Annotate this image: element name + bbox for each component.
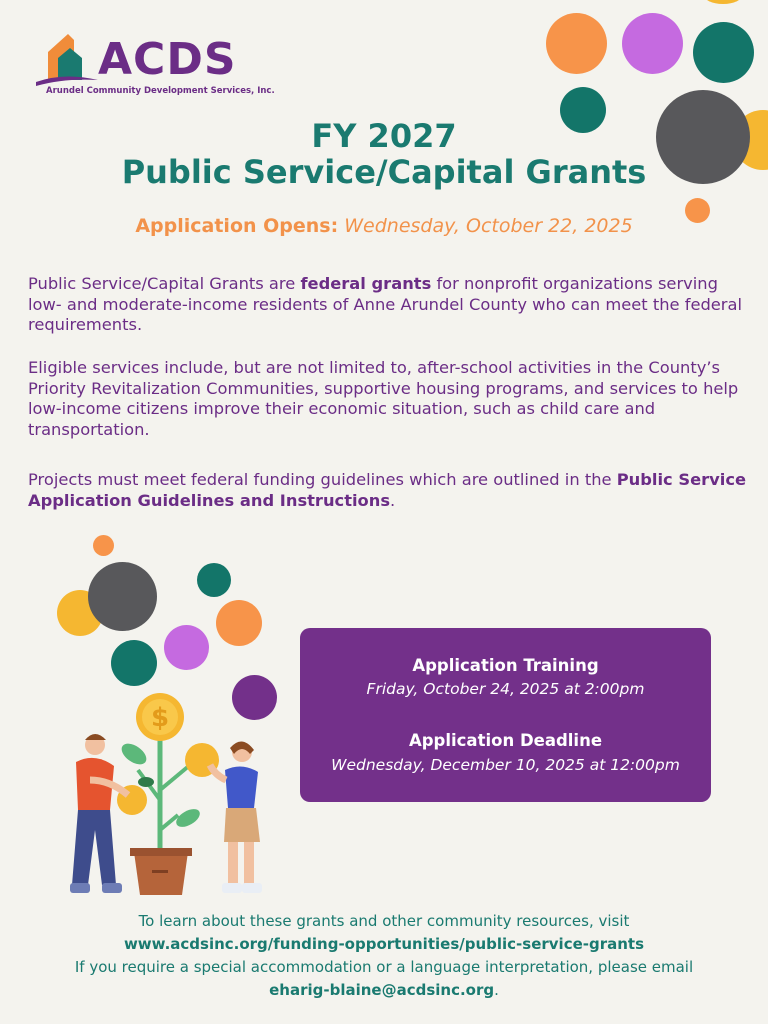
deadline-date: Wednesday, December 10, 2025 at 12:00pm — [331, 756, 680, 774]
guidelines-paragraph — [28, 470, 748, 511]
opens-date: Wednesday, October 22, 2025 — [344, 215, 633, 237]
page-title: Public Service/Capital Grants — [121, 153, 647, 191]
footer-learn-more: To learn about these grants and other community resources, visit — [138, 912, 630, 930]
decor-circle-yellow-top — [703, 0, 743, 4]
dollar-coin-icon: $ — [150, 703, 170, 733]
p1-post: for nonprofit organizations serving low- and moderate-income residents of Anne Arundel County who can meet the federal requirements. — [28, 274, 743, 334]
eligible-paragraph: Eligible services include, but are not limited to, after-school activities in the County’s Priority Revitalization Communities, supportive housing programs, and services to help low-income citizens improve their economic situation, such as child care and transportation. — [28, 358, 739, 439]
logo-subtitle: Arundel Community Development Services, Inc. — [46, 86, 275, 96]
p3-pre: Projects must meet federal funding guidelines which are outlined in the — [28, 470, 617, 489]
p3-post: . — [390, 490, 396, 510]
footer-email-line — [0, 981, 768, 999]
decor-circle-teal — [693, 22, 754, 83]
deadline-label: Application Deadline — [408, 731, 603, 750]
footer-accommodation: If you require a special accommodation or a language interpretation, please email — [74, 958, 694, 976]
money-plant-illustration — [50, 680, 280, 900]
house-logo-icon — [34, 30, 104, 86]
p1-bold: federal grants — [300, 274, 432, 293]
decor-circle-orange — [546, 13, 607, 74]
acds-logo — [34, 30, 274, 104]
p1-pre: Public Service/Capital Grants are — [28, 274, 301, 293]
email-period: . — [494, 981, 499, 999]
illus-circle-orange-tiny — [93, 535, 114, 556]
intro-paragraph — [28, 274, 748, 336]
training-label: Application Training — [412, 656, 599, 675]
application-opens — [0, 215, 768, 237]
footer-url-line — [0, 935, 768, 953]
guidelines-link[interactable]: Public Service Application Guidelines and Instructions — [28, 470, 747, 510]
application-dates-box — [300, 628, 711, 802]
opens-label: Application Opens: — [135, 215, 339, 237]
logo-wordmark: ACDS — [98, 34, 237, 85]
page-title-year: FY 2027 — [311, 117, 457, 155]
illus-circle-gray — [88, 562, 157, 631]
grants-url-link[interactable]: www.acdsinc.org/funding-opportunities/public-service-grants — [123, 935, 645, 953]
illus-circle-teal-small — [197, 563, 231, 597]
illus-circle-violet — [164, 625, 209, 670]
contact-email-link[interactable]: eharig-blaine@acdsinc.org — [269, 981, 495, 999]
decor-circle-violet — [622, 13, 683, 74]
training-date: Friday, October 24, 2025 at 2:00pm — [366, 680, 645, 698]
illus-circle-orange — [216, 600, 262, 646]
